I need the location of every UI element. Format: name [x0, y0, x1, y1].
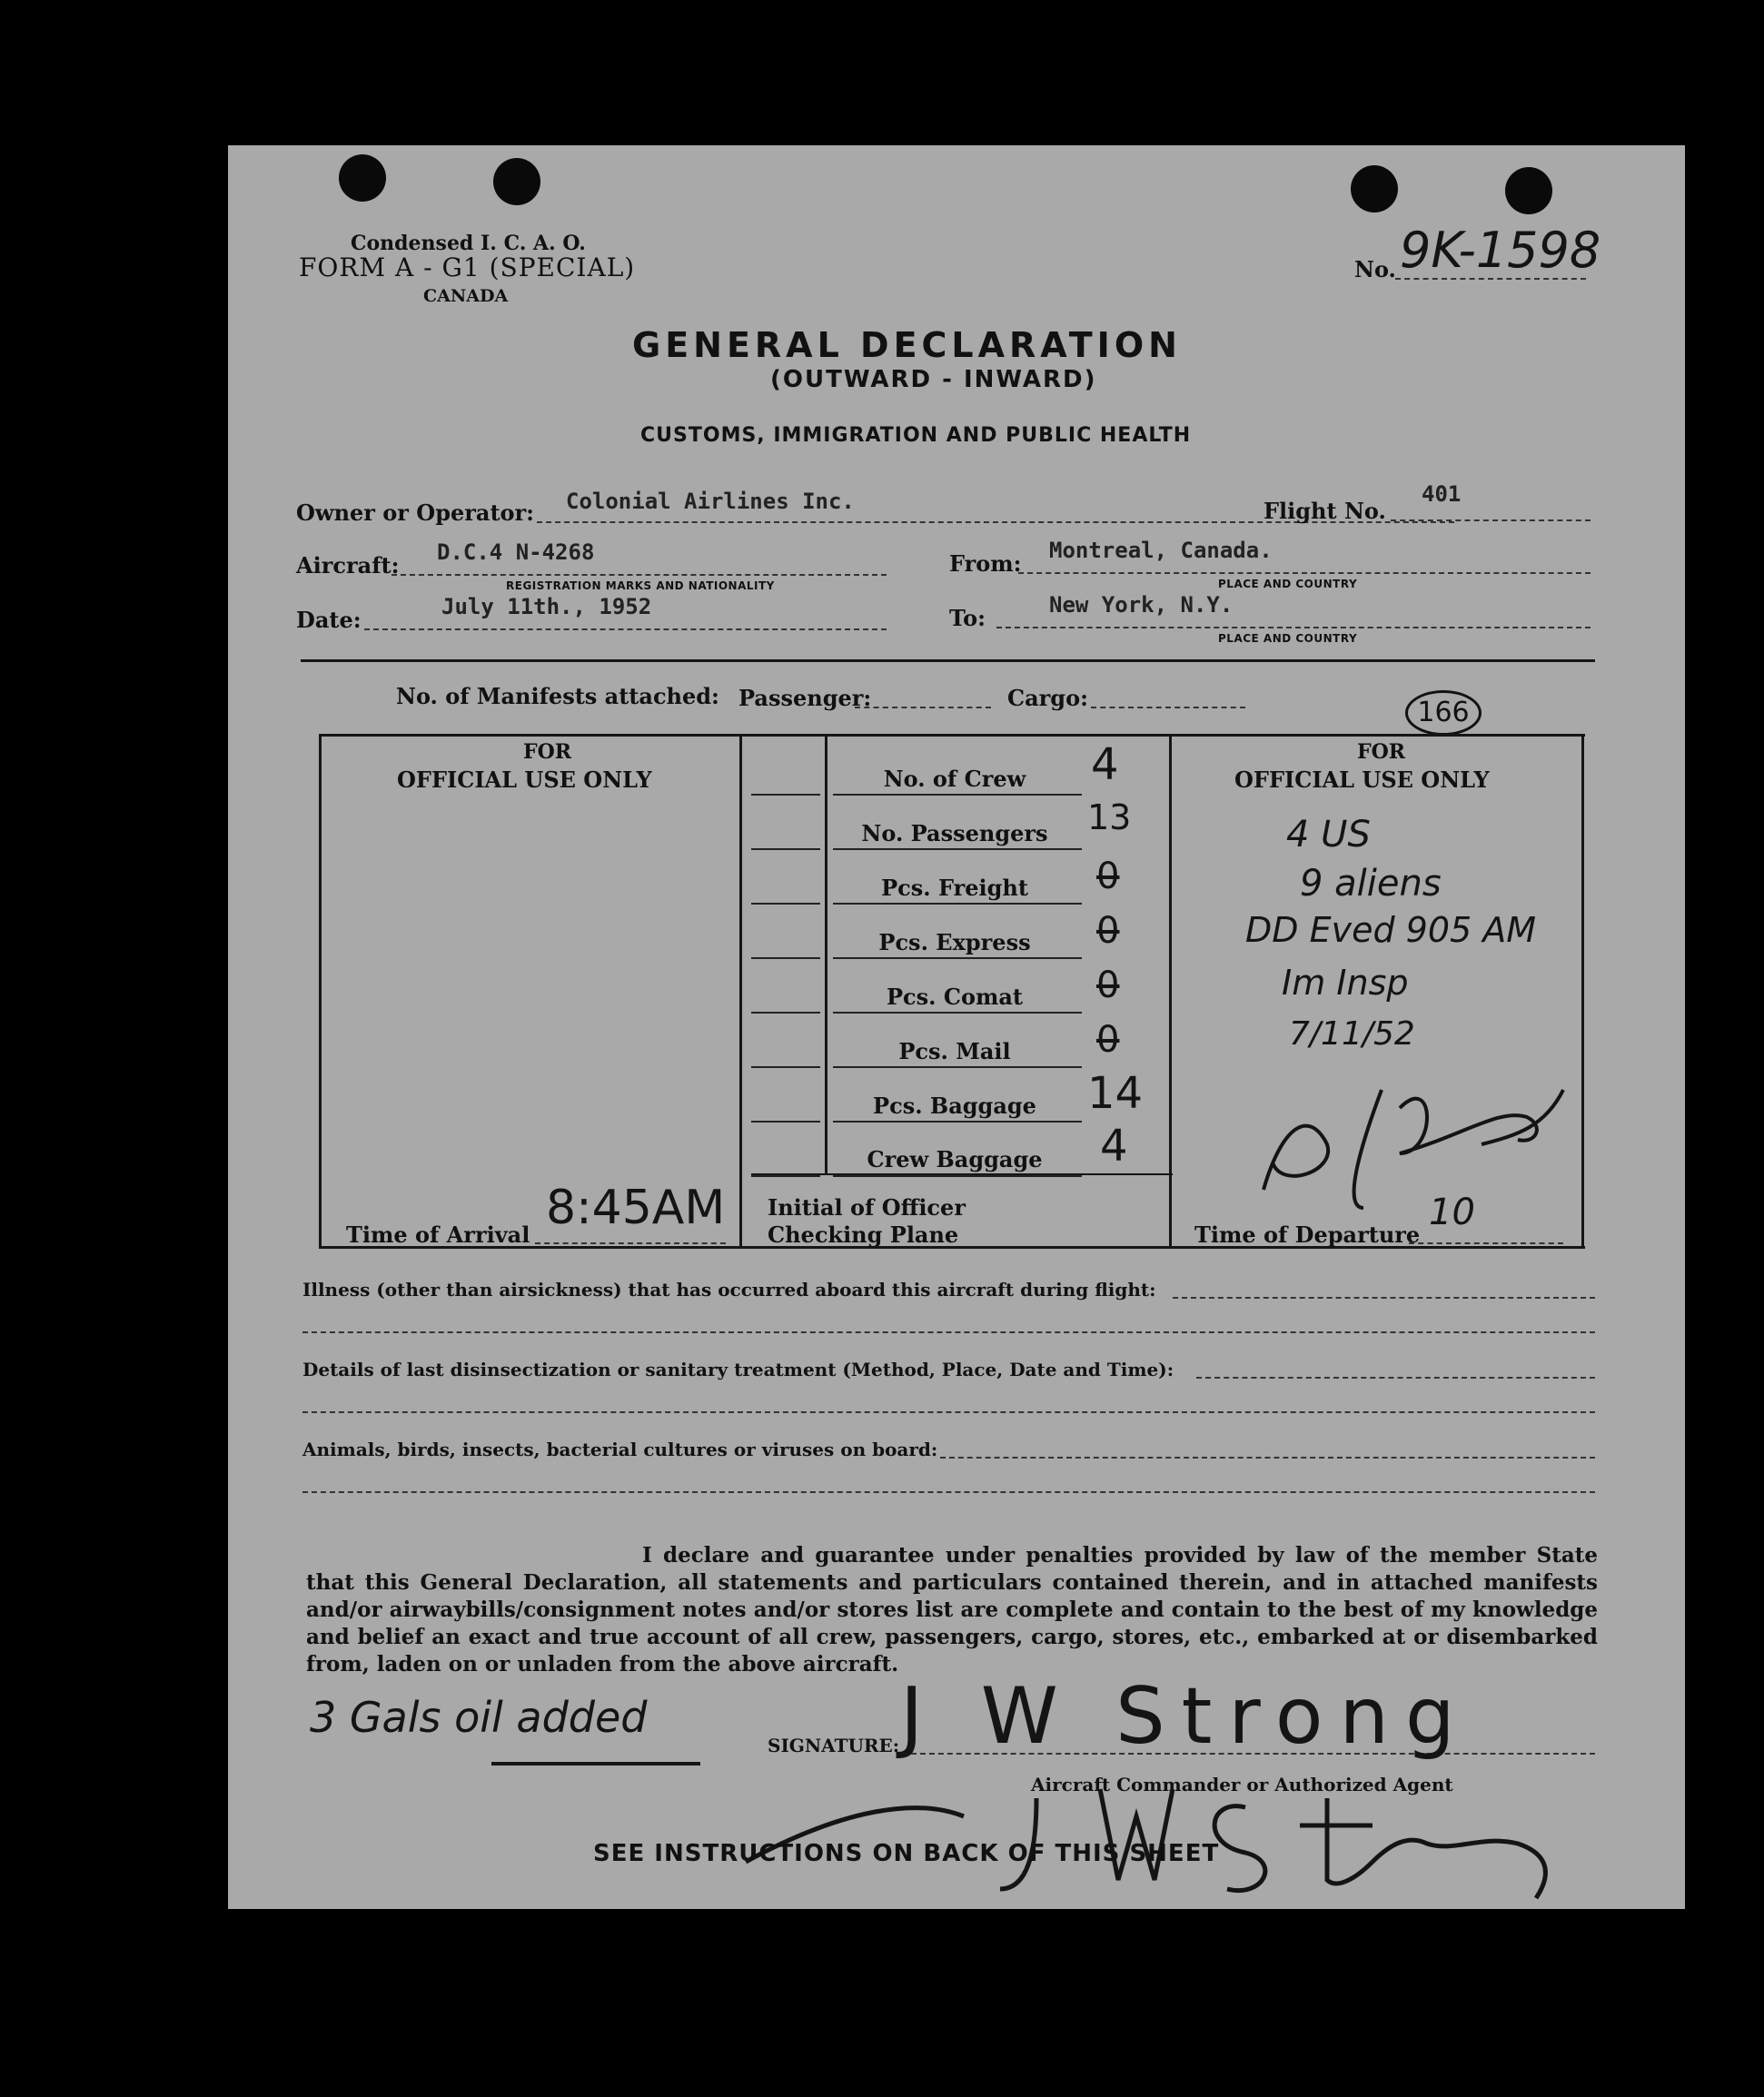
note-us: 4 US [1286, 814, 1371, 856]
row-value: 0 [1096, 856, 1120, 897]
page-title: GENERAL DECLARATION [632, 325, 1182, 365]
initial-divider [751, 1173, 1173, 1175]
row-value: 0 [1096, 910, 1120, 952]
row-value: 13 [1087, 797, 1132, 837]
animals-line-2 [302, 1491, 1595, 1493]
disinsect-label: Details of last disinsectization or sanitary treatment (Method, Place, Date and Time): [302, 1359, 1174, 1380]
left-header-for: FOR [523, 740, 572, 764]
condensed-label: Condensed I. C. A. O. [351, 232, 586, 255]
row-label: Pcs. Freight [881, 875, 1028, 901]
animals-label: Animals, birds, insects, bacterial cultures or viruses on board: [302, 1439, 938, 1460]
row-value: 0 [1096, 964, 1120, 1006]
footer-instructions: SEE INSTRUCTIONS ON BACK OF THIS SHEET [593, 1840, 1220, 1867]
officer-signature [1227, 1053, 1591, 1217]
right-header-for: FOR [1357, 740, 1406, 764]
commander-label: Aircraft Commander or Authorized Agent [1031, 1774, 1453, 1795]
table-border [1169, 734, 1172, 1249]
to-caption: PLACE AND COUNTRY [1218, 632, 1358, 645]
row-label: No. Passengers [861, 820, 1048, 846]
table-top-border [319, 734, 1585, 737]
note-date: 7/11/52 [1289, 1015, 1415, 1053]
department-label: CUSTOMS, IMMIGRATION AND PUBLIC HEALTH [640, 424, 1192, 447]
disinsect-line [1196, 1377, 1595, 1379]
manifest-cargo-line [1091, 707, 1245, 708]
signature-label: SIGNATURE: [768, 1735, 900, 1756]
date-line [364, 628, 887, 630]
table-border [739, 734, 742, 1249]
time-departure-line [1409, 1242, 1563, 1244]
date-value: July 11th., 1952 [441, 594, 652, 619]
row-label: No. of Crew [883, 766, 1026, 792]
punch-hole [1505, 167, 1552, 214]
punch-hole [1351, 165, 1398, 213]
punch-hole [493, 158, 540, 205]
aircraft-label: Aircraft: [296, 552, 400, 579]
manifest-passenger-label: Passenger: [738, 685, 872, 711]
aircraft-caption: REGISTRATION MARKS AND NATIONALITY [506, 579, 775, 592]
animals-line [940, 1457, 1595, 1459]
from-caption: PLACE AND COUNTRY [1218, 578, 1358, 590]
oil-note: 3 Gals oil added [310, 1693, 648, 1742]
date-label: Date: [296, 607, 362, 633]
from-line [1018, 572, 1591, 574]
row-label: Crew Baggage [867, 1146, 1043, 1172]
time-arrival-label: Time of Arrival [346, 1222, 530, 1248]
illness-label: Illness (other than airsickness) that has occurred aboard this aircraft during flight: [302, 1279, 1156, 1301]
manifest-cargo-label: Cargo: [1007, 685, 1088, 711]
disinsect-line-2 [302, 1411, 1595, 1413]
time-arrival-value: 8:45AM [546, 1181, 726, 1235]
row-value: 4 [1091, 739, 1119, 790]
to-value: New York, N.Y. [1049, 592, 1234, 618]
note-entered: DD Eved 905 AM [1245, 910, 1537, 950]
aircraft-value: D.C.4 N-4268 [437, 539, 595, 565]
table-border [319, 734, 322, 1249]
aircraft-line [391, 574, 887, 576]
note-aliens: 9 aliens [1300, 863, 1442, 905]
flight-label: Flight No. [1264, 498, 1386, 524]
note-inspector: Im Insp [1282, 963, 1409, 1003]
time-departure-label: Time of Departure [1194, 1222, 1421, 1248]
illness-line [1173, 1297, 1595, 1299]
initial-label-2: Checking Plane [768, 1222, 959, 1248]
time-departure-value: 10 [1429, 1192, 1475, 1233]
row-label: Pcs. Mail [898, 1038, 1011, 1064]
time-arrival-line [535, 1242, 726, 1244]
divider [301, 659, 1595, 662]
right-header: OFFICIAL USE ONLY [1234, 767, 1490, 793]
from-label: From: [949, 550, 1022, 577]
row-label: Pcs. Baggage [873, 1093, 1036, 1119]
number-label: No. [1354, 256, 1396, 282]
owner-label: Owner or Operator: [296, 500, 535, 526]
manifest-stamp: 166 [1405, 690, 1482, 736]
manifests-label: No. of Manifests attached: [396, 683, 719, 709]
left-header: OFFICIAL USE ONLY [397, 767, 652, 793]
illness-line-2 [302, 1331, 1595, 1333]
oil-note-underline [491, 1762, 700, 1766]
from-value: Montreal, Canada. [1049, 538, 1273, 563]
page-subtitle: (OUTWARD - INWARD) [770, 366, 1097, 393]
owner-value: Colonial Airlines Inc. [566, 489, 855, 514]
to-line [996, 627, 1591, 628]
punch-hole [339, 154, 386, 202]
row-label: Pcs. Comat [886, 984, 1024, 1010]
flight-line [1391, 519, 1591, 521]
declaration-text: I declare and guarantee under penalties provided by law of the member State that this General Declaration, all statements and particulars contained therein, and in attached manifests and/or airwaybills/consignment notes and/or stores list are complete and contain to the best of my knowledge and belief an exact and true account of all crew, passengers, cargo, stores, etc., embarked at or disembarked from, laden on or unladen from the above aircraft. [306, 1543, 1598, 1677]
declaration-sheet [228, 145, 1685, 1909]
country-label: CANADA [423, 286, 509, 306]
row-value: 4 [1100, 1121, 1128, 1172]
form-id: FORM A - G1 (SPECIAL) [299, 252, 636, 282]
to-label: To: [949, 605, 986, 631]
row-value: 14 [1087, 1068, 1144, 1119]
manifest-passenger-line [855, 707, 991, 708]
number-value: 9K-1598 [1400, 222, 1601, 279]
initial-label-1: Initial of Officer [768, 1194, 966, 1221]
flight-value: 401 [1422, 481, 1462, 507]
row-value: 0 [1096, 1019, 1120, 1061]
row-label: Pcs. Express [878, 929, 1031, 955]
signature-value: J W Strong [900, 1671, 1472, 1762]
